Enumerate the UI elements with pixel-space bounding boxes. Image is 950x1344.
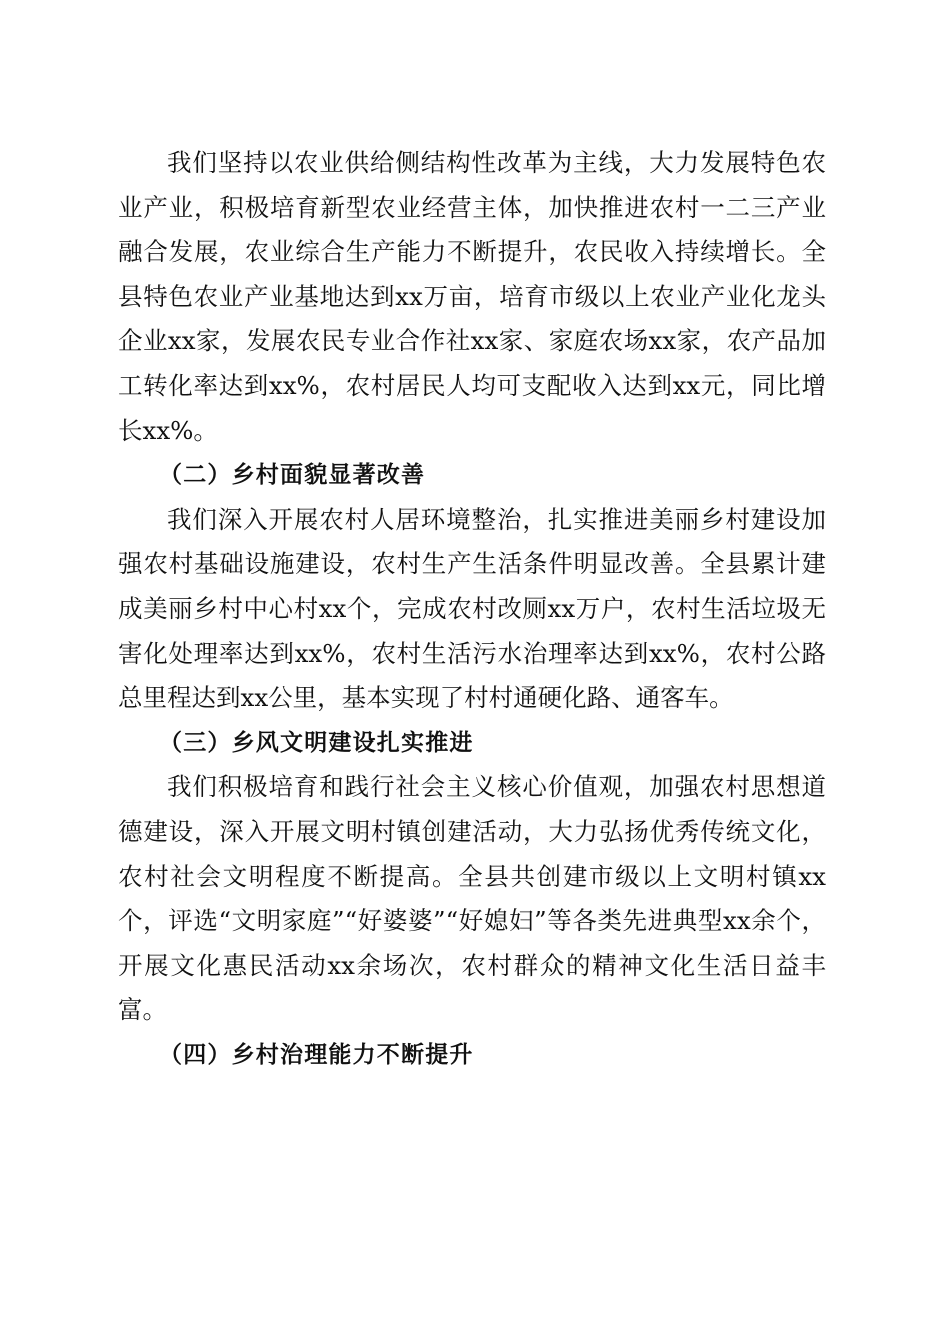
section-heading-3: （三）乡风文明建设扎实推进: [159, 729, 474, 756]
paragraph-village-appearance: 我们深入开展农村人居环境整治，扎实推进美丽乡村建设加强农村基础设施建设，农村生产生活条件明显改善。全县累计建成美丽乡村中心村xx个，完成农村改厕xx万户，农村生活垃圾无害化处理率达到xx%，农村生活污水治理率达到xx%，农村公路总里程达到xx公里，基本实现了村村通硬化路、通客车。: [118, 504, 826, 713]
document-body: [118, 141, 826, 1077]
paragraph-civilization: 我们积极培育和践行社会主义核心价值观，加强农村思想道德建设，深入开展文明村镇创建活动，大力弘扬优秀传统文化，农村社会文明程度不断提高。全县共创建市级以上文明村镇xx个，评选“文明家庭”“好婆婆”“好媳妇”等各类先进典型xx余个，开展文化惠民活动xx余场次，农村群众的精神文化生活日益丰富。: [118, 772, 826, 1025]
section-heading-2: （二）乡村面貌显著改善: [159, 462, 426, 489]
paragraph-agriculture-industry: 我们坚持以农业供给侧结构性改革为主线，大力发展特色农业产业，积极培育新型农业经营主体，加快推进农村一二三产业融合发展，农业综合生产能力不断提升，农民收入持续增长。全县特色农业产业基地达到xx万亩，培育市级以上农业产业化龙头企业xx家，发展农民专业合作社xx家、家庭农场xx家，农产品加工转化率达到xx%，农村居民人均可支配收入达到xx元，同比增长xx%。: [118, 148, 826, 445]
section-heading-4: （四）乡村治理能力不断提升: [159, 1041, 474, 1068]
